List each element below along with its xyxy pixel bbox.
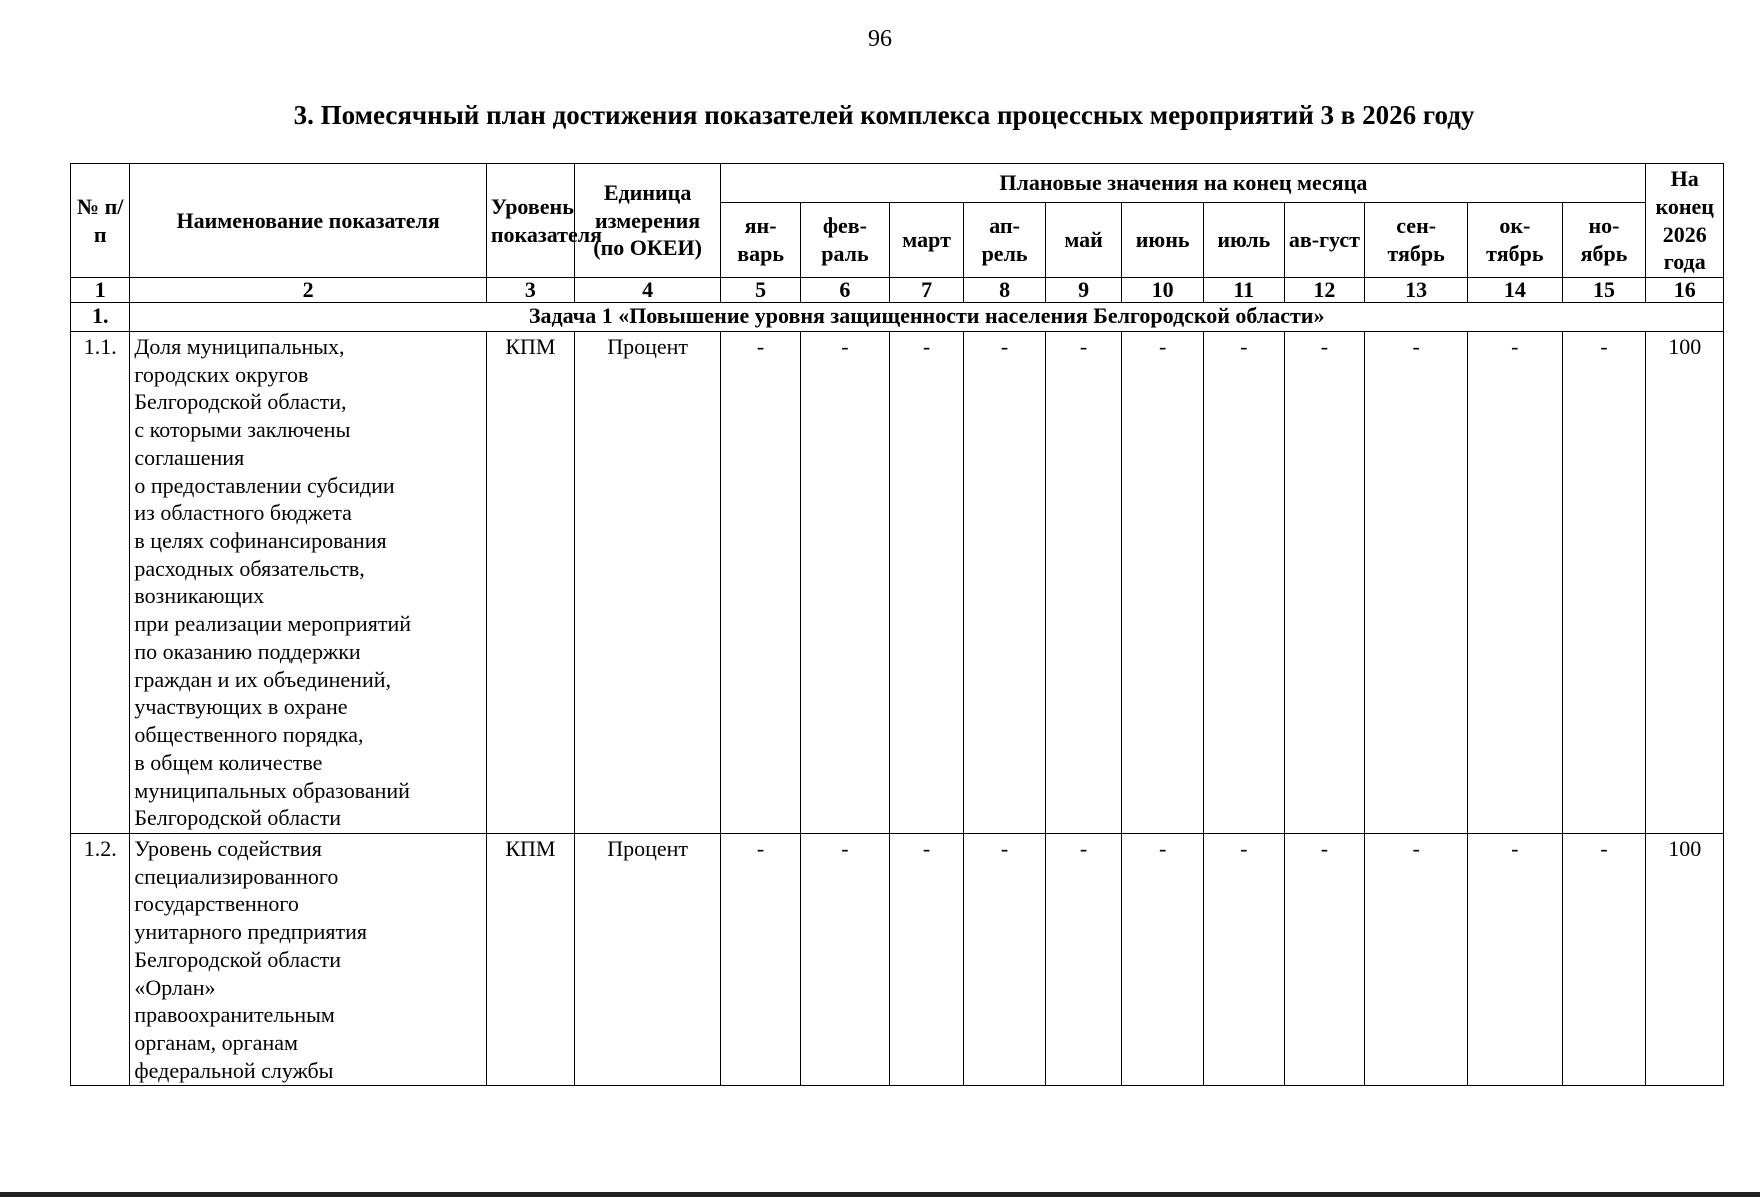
column-number: 15 [1562,278,1646,303]
month-value: - [721,332,801,834]
month-value: - [1122,332,1204,834]
column-number: 4 [574,278,720,303]
header-month: июнь [1122,203,1204,278]
month-value: - [800,833,889,1085]
indicator-name-line: о предоставлении субсидии [134,472,395,498]
indicator-name-line: граждан и их объединений, [134,666,391,692]
header-month: сен-тябрь [1365,203,1468,278]
header-num: № п/п [71,164,130,278]
column-number: 10 [1122,278,1204,303]
column-number: 11 [1203,278,1284,303]
table-row [71,833,1724,1085]
column-number: 6 [800,278,889,303]
month-value: - [1122,833,1204,1085]
page-number: 96 [868,26,892,52]
indicator-name-line: Уровень содействия [134,835,322,861]
indicator-name-line: Доля муниципальных, [134,334,345,359]
header-month: ав-густ [1284,203,1365,278]
month-value: - [1562,833,1646,1085]
indicator-name-line: в общем количестве [134,749,323,775]
month-value: - [1284,833,1365,1085]
column-number: 2 [130,278,486,303]
indicator-name-line: из областного бюджета [134,500,352,526]
indicator-name-line: федеральной службы [134,1057,334,1083]
month-value: - [1468,332,1562,834]
header-year-end: На конец 2026 года [1646,164,1724,278]
indicator-name-line: расходных обязательств, [134,555,365,581]
row-number: 1.2. [71,833,130,1085]
indicator-level: КПМ [486,332,574,834]
indicator-name-line: Белгородской области, [134,389,347,415]
bottom-scan-edge [0,1192,1760,1197]
header-month: май [1045,203,1121,278]
indicator-name-line: унитарного предприятия [134,919,367,945]
row-number: 1.1. [71,332,130,834]
month-value: - [1203,833,1284,1085]
header-planned-values: Плановые значения на конец месяца [721,164,1646,203]
column-number: 7 [889,278,963,303]
month-value: - [964,833,1046,1085]
month-value: - [1365,332,1468,834]
document-title: 3. Помесячный план достижения показателей комплекса процессных мероприятий 3 в 2026 году [293,100,1475,130]
header-month: март [889,203,963,278]
indicator-unit: Процент [574,332,720,834]
month-value: - [1284,332,1365,834]
header-name: Наименование показателя [130,164,486,278]
month-value: - [800,332,889,834]
indicator-name-line: государственного [134,891,299,917]
indicator-unit: Процент [574,833,720,1085]
task-row [71,303,1724,332]
indicator-name-line: правоохранительным [134,1002,335,1028]
indicator-name-line: «Орлан» [134,974,216,1000]
column-number: 8 [964,278,1046,303]
monthly-plan-table [70,163,1724,1086]
month-value: - [1203,332,1284,834]
month-value: - [1045,332,1121,834]
column-number: 5 [721,278,801,303]
year-end-value: 100 [1646,833,1724,1085]
column-number: 9 [1045,278,1121,303]
indicator-name-line: возникающих [134,583,265,609]
indicator-name-line: муниципальных образований [134,777,410,803]
header-month: ап-рель [964,203,1046,278]
indicator-name-line: Белгородской области [134,805,341,831]
task-title: Задача 1 «Повышение уровня защищенности населения Белгородской области» [130,303,1724,332]
indicator-level: КПМ [486,833,574,1085]
table-row [71,332,1724,834]
header-month: ян-варь [721,203,801,278]
header-month: июль [1203,203,1284,278]
indicator-name [130,833,486,1085]
indicator-name-line: в целях софинансирования [134,528,387,554]
indicator-name-line: Белгородской области [134,946,341,972]
year-end-value: 100 [1646,332,1724,834]
header-month: фев-раль [800,203,889,278]
column-number: 1 [71,278,130,303]
month-value: - [964,332,1046,834]
header-month: но-ябрь [1562,203,1646,278]
indicator-name-line: с которыми заключены [134,417,351,443]
month-value: - [1045,833,1121,1085]
indicator-name-line: городских округов [134,361,309,387]
month-value: - [889,332,963,834]
column-number: 13 [1365,278,1468,303]
header-level: Уровень показателя [486,164,574,278]
indicator-name-line: органам, органам [134,1029,298,1055]
indicator-name-line: соглашения [134,444,245,470]
indicator-name-line: по оказанию поддержки [134,638,361,664]
column-number: 14 [1468,278,1562,303]
month-value: - [1365,833,1468,1085]
task-number: 1. [71,303,130,332]
column-number: 3 [486,278,574,303]
indicator-name-line: участвующих в охране [134,694,348,720]
column-number: 12 [1284,278,1365,303]
header-unit: Единица измерения (по ОКЕИ) [574,164,720,278]
indicator-name [130,332,486,834]
month-value: - [889,833,963,1085]
header-month: ок-тябрь [1468,203,1562,278]
month-value: - [721,833,801,1085]
indicator-name-line: при реализации мероприятий [134,611,411,637]
month-value: - [1562,332,1646,834]
indicator-name-line: общественного порядка, [134,722,364,748]
indicator-name-line: специализированного [134,863,339,889]
month-value: - [1468,833,1562,1085]
column-number: 16 [1646,278,1724,303]
